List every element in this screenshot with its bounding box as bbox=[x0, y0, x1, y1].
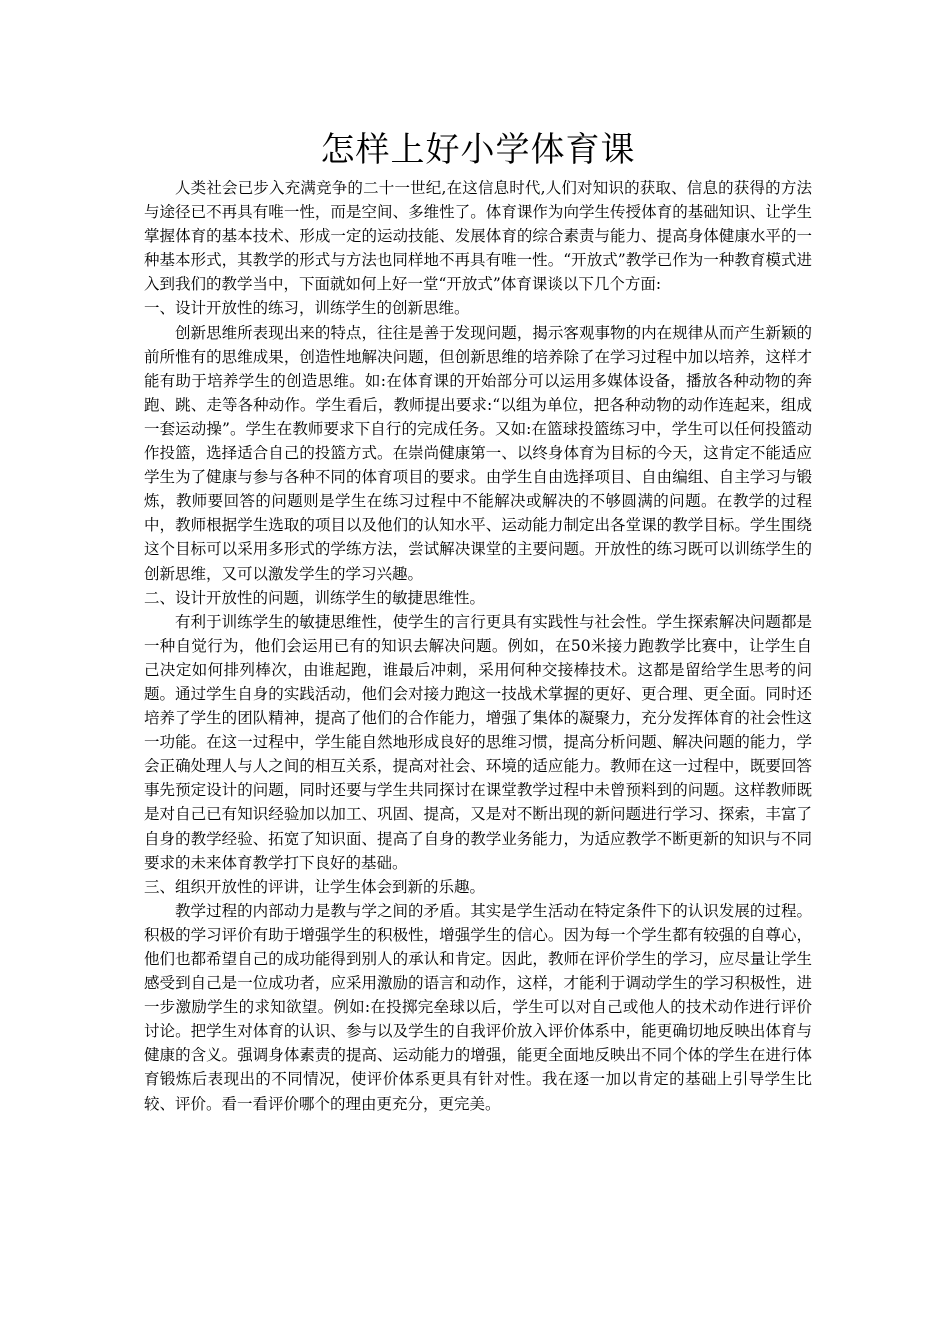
document-page bbox=[144, 126, 812, 1116]
intro-paragraph: 人类社会已步入充满竞争的二十一世纪,在这信息时代,人们对知识的获取、信息的获得的方法与途径已不再具有唯一性，而是空间、多维性了。体育课作为向学生传授体育的基础知识、让学生掌握体育的基本技术、形成一定的运动技能、发展体育的综合素责与能力、提高身体健康水平的一种基本形式，其教学的形式与方法也同样地不再具有唯一性。“开放式”教学已作为一种教育模式进入到我们的教学当中，下面就如何上好一堂“开放式”体育课谈以下几个方面: bbox=[144, 179, 812, 294]
section-body-1: 创新思维所表现出来的特点，往往是善于发现问题，揭示客观事物的内在规律从而产生新颖的前所惟有的思维成果，创造性地解决问题，但创新思维的培养除了在学习过程中加以培养，这样才能有助于培养学生的创造思维。如:在体育课的开始部分可以运用多媒体设备，播放各种动物的奔跑、跳、走等各种动作。学生看后，教师提出要求:“以组为单位，把各种动物的动作连起来，组成一套运动操”。学生在教师要求下自行的完成任务。又如:在篮球投篮练习中，学生可以任何投篮动作投篮，选择适合自己的投篮方式。在崇尚健康第一、以终身体育为目标的今天，这肯定不能适应学生为了健康与参与各种不同的体育项目的要求。由学生自由选择项目、自由编组、自主学习与锻炼，教师要回答的问题则是学生在练习过程中不能解决或解决的不够圆满的问题。在教学的过程中，教师根据学生选取的项目以及他们的认知水平、运动能力制定出各堂课的教学目标。学生围绕这个目标可以采用多形式的学练方法，尝试解决课堂的主要问题。开放性的练习既可以训练学生的创新思维，又可以激发学生的学习兴趣。 bbox=[144, 323, 812, 583]
section-heading-1: 一、设计开放性的练习，训练学生的创新思维。 bbox=[144, 299, 470, 318]
section-body-2: 有利于训练学生的敏捷思维性，使学生的言行更具有实践性与社会性。学生探索解决问题都是一种自觉行为，他们会运用已有的知识去解决问题。例如，在50米接力跑教学比赛中，让学生自己决定如何排列棒次，由谁起跑，谁最后冲刺，采用何种交接棒技术。这都是留给学生思考的问题。通过学生自身的实践活动，他们会对接力跑这一技战术掌握的更好、更合理、更全面。同时还培养了学生的团队精神，提高了他们的合作能力，增强了集体的凝聚力，充分发挥体育的社会性这一功能。在这一过程中，学生能自然地形成良好的思维习惯，提高分析问题、解决问题的能力，学会正确处理人与人之间的相互关系，提高对社会、环境的适应能力。教师在这一过程中，既要回答事先预定设计的问题，同时还要与学生共同探讨在课堂教学过程中未曾预料到的问题。这样教师既是对自己已有知识经验加以加工、巩固、提高，又是对不断出现的新问题进行学习、探索，丰富了自身的教学经验、拓宽了知识面、提高了自身的教学业务能力，为适应教学不断更新的知识与不同要求的未来体育教学打下良好的基础。 bbox=[144, 612, 812, 872]
section-body-3: 教学过程的内部动力是教与学之间的矛盾。其实是学生活动在特定条件下的认识发展的过程。积极的学习评价有助于增强学生的积极性，增强学生的信心。因为每一个学生都有较强的自尊心，他们也都希望自己的成功能得到别人的承认和肯定。因此，教师在评价学生的学习，应尽量让学生感受到自己是一位成功者，应采用激励的语言和动作，这样，才能利于调动学生的学习积极性，进一步激励学生的求知欲望。例如:在投掷完垒球以后，学生可以对自己或他人的技术动作进行评价讨论。把学生对体育的认识、参与以及学生的自我评价放入评价体系中，能更确切地反映出体育与健康的含义。强调身体素责的提高、运动能力的增强，能更全面地反映出不同个体的学生在进行体育锻炼后表现出的不同情况，使评价体系更具有针对性。我在逐一加以肯定的基础上引导学生比较、评价。看一看评价哪个的理由更充分，更完美。 bbox=[144, 901, 812, 1113]
document-title: 怎样上好小学体育课 bbox=[320, 130, 636, 170]
section-heading-2: 二、设计开放性的问题，训练学生的敏捷思维性。 bbox=[144, 588, 486, 607]
section-heading-3: 三、组织开放性的评讲，让学生体会到新的乐趣。 bbox=[144, 877, 486, 896]
